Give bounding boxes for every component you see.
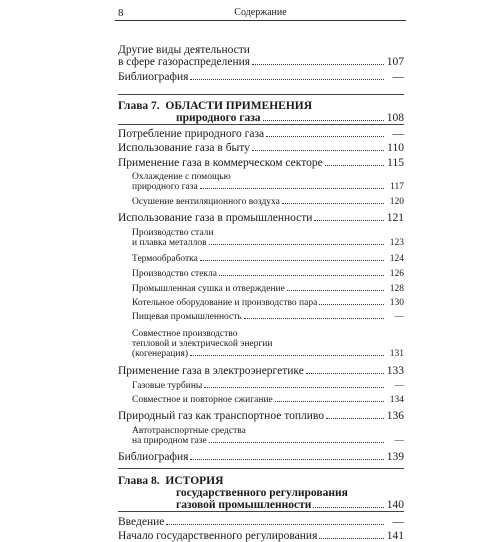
toc-entry-title: Использование газа в быту xyxy=(118,142,250,154)
toc-page-number: 110 xyxy=(387,142,404,154)
toc-page-number: 141 xyxy=(386,530,404,542)
toc-page-number: — xyxy=(394,312,404,322)
toc-page-number: 140 xyxy=(386,499,404,511)
toc-entry-title: Газовые турбины xyxy=(132,381,203,391)
toc-entry-title: природного газа xyxy=(132,182,198,192)
toc-entry-title: Введение xyxy=(118,516,165,528)
dot-leader xyxy=(219,275,384,276)
toc-entry-title: Начало государственного регулирования xyxy=(118,530,318,542)
toc-entry-title: Использование газа в промышленности xyxy=(118,212,313,224)
toc-page-number: — xyxy=(394,436,404,446)
toc-entry-title: и плавка металлов xyxy=(132,238,207,248)
toc-entry-text-line: Совместное производство xyxy=(132,329,238,339)
toc-entry-text-line: Автотранспортные средства xyxy=(132,426,246,436)
toc-entry-title: (когенерация) xyxy=(132,349,189,359)
toc-entry[interactable] xyxy=(118,516,404,528)
toc-page-number: 134 xyxy=(389,395,404,405)
toc-entry[interactable] xyxy=(118,128,404,140)
dot-leader xyxy=(209,244,384,245)
toc-entry[interactable] xyxy=(132,395,404,405)
dot-leader xyxy=(314,220,384,221)
toc-entry[interactable] xyxy=(132,436,404,446)
toc-entry-title: Котельное оборудование и производство пара xyxy=(132,298,318,308)
toc-entry-title: Применение газа в коммерческом секторе xyxy=(118,157,323,169)
toc-entry-title: Производство стекла xyxy=(132,269,217,279)
page-number: 8 xyxy=(118,7,124,19)
dot-leader xyxy=(190,79,384,80)
toc-entry-title: Промышленная сушка и отверждение xyxy=(132,284,285,294)
toc-entry-title: Применение газа в электроэнергетике xyxy=(118,365,304,377)
dot-leader xyxy=(209,442,384,443)
toc-entry[interactable] xyxy=(118,157,404,169)
toc-entry-title: на природном газе xyxy=(132,436,207,446)
toc-entry-title: Библиография xyxy=(118,71,189,83)
toc-page-number: 128 xyxy=(389,284,404,294)
dot-leader xyxy=(319,538,384,539)
page-header xyxy=(115,6,406,21)
toc-entry-text-line: Глава 8. ИСТОРИЯ xyxy=(118,475,224,487)
dot-leader xyxy=(252,64,384,65)
toc-page-number: 126 xyxy=(389,269,404,279)
dot-leader xyxy=(313,507,384,508)
section-rule xyxy=(118,124,404,125)
dot-leader xyxy=(263,120,384,121)
dot-leader xyxy=(282,203,384,204)
toc-page-number: — xyxy=(394,381,404,391)
toc-entry[interactable] xyxy=(118,56,404,68)
toc-page-number: 120 xyxy=(389,197,404,207)
toc-entry[interactable] xyxy=(118,365,404,377)
toc-entry[interactable] xyxy=(132,197,404,207)
toc-entry-title: в сфере газораспределения xyxy=(118,56,251,68)
toc-page-number: 130 xyxy=(389,298,404,308)
toc-entry-title: Совместное и повторное сжигание xyxy=(132,395,273,405)
toc-entry-title: Природный газ как транспортное топливо xyxy=(118,410,324,422)
dot-leader xyxy=(166,524,384,525)
toc-page-number: 121 xyxy=(386,212,404,224)
toc-page-number: 139 xyxy=(386,451,404,463)
toc-entry[interactable] xyxy=(132,254,404,264)
dot-leader xyxy=(306,373,384,374)
dot-leader xyxy=(319,304,384,305)
toc-page-number: 107 xyxy=(386,56,404,68)
toc-entry[interactable] xyxy=(118,410,404,422)
dot-leader xyxy=(252,150,384,151)
toc-page-number: 133 xyxy=(386,365,404,377)
toc-entry[interactable] xyxy=(132,238,404,248)
toc-entry[interactable] xyxy=(132,182,404,192)
toc-page-number: 131 xyxy=(389,349,404,359)
toc-page-number: — xyxy=(392,128,404,140)
toc-entry[interactable] xyxy=(118,212,404,224)
toc-page-number: 123 xyxy=(389,238,404,248)
dot-leader xyxy=(266,136,384,137)
toc-entry-title: природного газа xyxy=(176,112,261,124)
dot-leader xyxy=(204,387,384,388)
toc-entry[interactable] xyxy=(118,530,404,542)
dot-leader xyxy=(326,418,384,419)
toc-entry[interactable] xyxy=(132,284,404,294)
dot-leader xyxy=(200,260,384,261)
toc-entry[interactable] xyxy=(132,298,404,308)
toc-entry[interactable] xyxy=(132,349,404,359)
toc-entry[interactable] xyxy=(176,112,404,124)
toc-page-number: 136 xyxy=(386,410,404,422)
toc-entry-title: Термообработка xyxy=(132,254,198,264)
toc-page-number: 124 xyxy=(389,254,404,264)
toc-page-number: 108 xyxy=(386,112,404,124)
toc-page-number: 117 xyxy=(390,182,404,192)
toc-entry[interactable] xyxy=(132,312,404,322)
toc-entry-title: газовой промышленности xyxy=(176,499,312,511)
toc-page-number: — xyxy=(392,516,404,528)
toc-entry[interactable] xyxy=(132,269,404,279)
toc-entry[interactable] xyxy=(176,499,404,511)
section-rule xyxy=(118,94,404,95)
dot-leader xyxy=(200,188,384,189)
dot-leader xyxy=(190,355,384,356)
section-rule xyxy=(118,511,404,512)
toc-entry-title: Библиография xyxy=(118,451,189,463)
toc-entry-title: Осушение вентиляционного воздуха xyxy=(132,197,280,207)
toc-entry-title: Пищевая промышленность xyxy=(132,312,242,322)
toc-entry[interactable] xyxy=(118,71,404,83)
toc-entry-title: Потребление природного газа xyxy=(118,128,265,140)
toc-page-number: — xyxy=(392,71,404,83)
toc-entry[interactable] xyxy=(132,381,404,391)
toc-entry-text-line: Другие виды деятельности xyxy=(118,44,250,56)
toc-entry-text-line: Глава 7. ОБЛАСТИ ПРИМЕНЕНИЯ xyxy=(118,100,313,112)
toc-entry-text-line: государственного регулирования xyxy=(176,487,348,499)
dot-leader xyxy=(275,401,384,402)
toc-entry[interactable] xyxy=(118,142,404,154)
dot-leader xyxy=(325,165,384,166)
dot-leader xyxy=(287,290,384,291)
toc-entry-text-line: Охлаждение с помощью xyxy=(132,172,231,182)
toc-entry-text-line: Производство стали xyxy=(132,228,214,238)
toc-page-number: 115 xyxy=(387,157,404,169)
section-rule xyxy=(118,468,404,469)
dot-leader xyxy=(190,459,384,460)
dot-leader xyxy=(244,318,384,319)
toc-entry-text-line: тепловой и электрической энергии xyxy=(132,339,273,349)
toc-entry[interactable] xyxy=(118,451,404,463)
running-head: Содержание xyxy=(234,7,287,18)
